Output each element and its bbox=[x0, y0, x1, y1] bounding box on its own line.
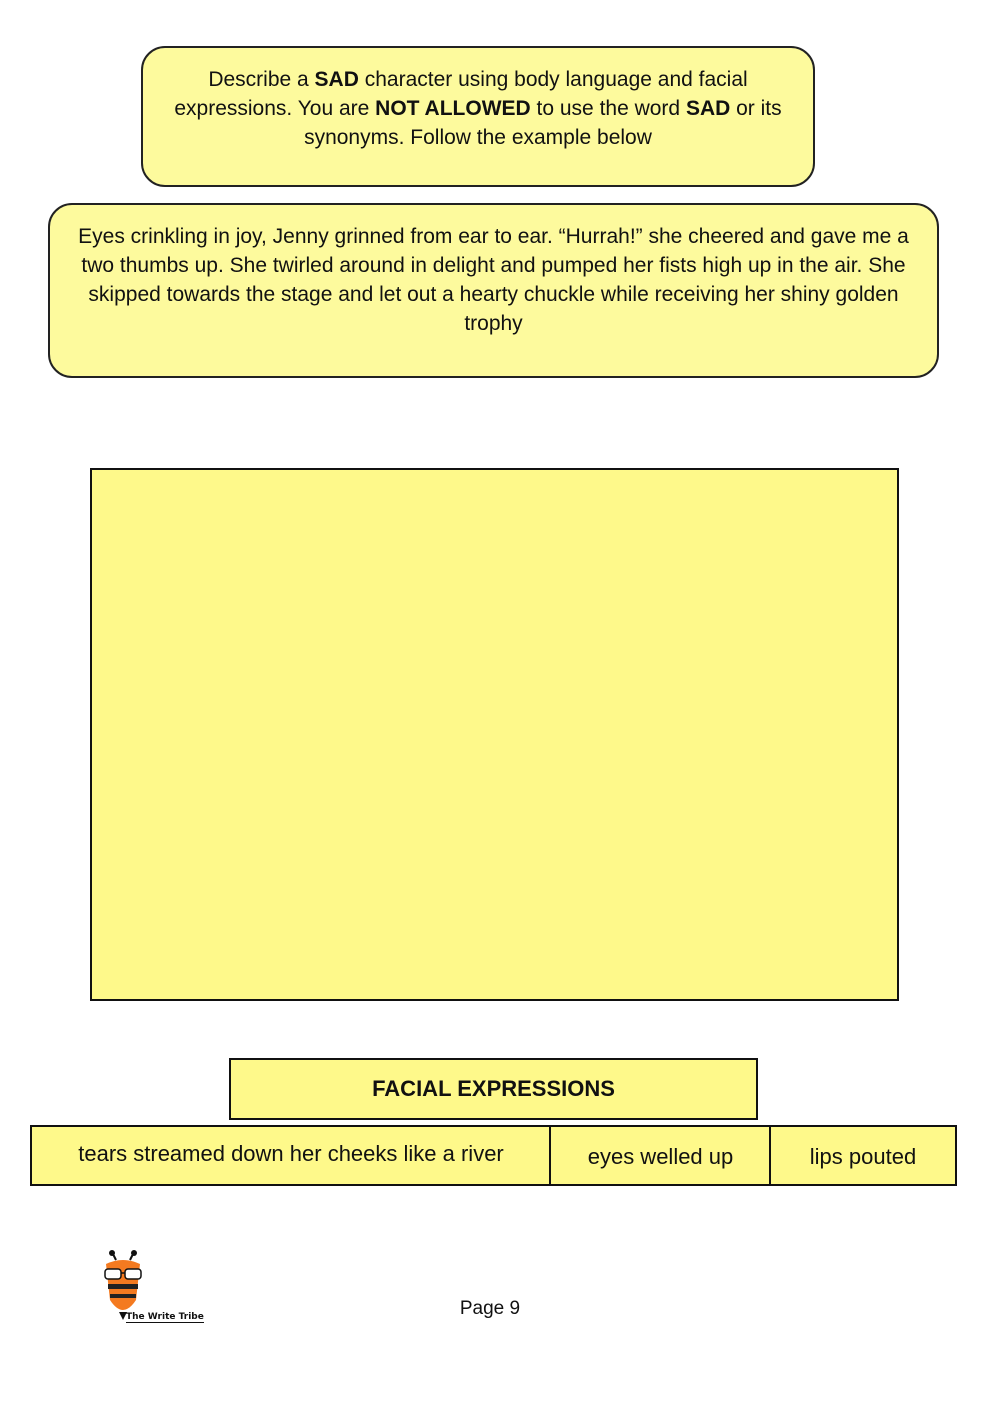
instruction-box bbox=[141, 46, 815, 187]
instruction-emphasis-not-allowed: NOT ALLOWED bbox=[375, 97, 531, 120]
phrase-tile-eyes-welled-up[interactable]: eyes welled up bbox=[549, 1125, 772, 1186]
answer-drop-area[interactable] bbox=[90, 468, 899, 1001]
logo-text: The Write Tribe bbox=[126, 1312, 204, 1322]
phrase-tile-lips-pouted[interactable]: lips pouted bbox=[769, 1125, 957, 1186]
example-box bbox=[48, 203, 939, 378]
page-number: Page 9 bbox=[459, 1298, 521, 1319]
instruction-emphasis-sad: SAD bbox=[314, 68, 359, 91]
phrase-tile-tears-streamed[interactable]: tears streamed down her cheeks like a river bbox=[30, 1125, 552, 1186]
instruction-text: to use the word bbox=[530, 97, 686, 120]
instruction-emphasis-sad: SAD bbox=[685, 97, 731, 120]
instruction-text: Describe a bbox=[208, 68, 315, 91]
example-text: Eyes crinkling in joy, Jenny grinned from ear to ear. “Hurrah!” she cheered and gave me a two thumbs up. She twirled around in delight and pumped her fists high up in the air. She skipped towards the stage and let out a hearty chuckle while receiving her shiny golden trophy bbox=[78, 225, 909, 335]
instruction-text: character using body language and facial expressions. You are bbox=[174, 68, 748, 120]
word-bank-heading: FACIAL EXPRESSIONS bbox=[229, 1058, 758, 1120]
logo bbox=[96, 1250, 208, 1330]
instruction-text: or its synonyms. Follow the example below bbox=[304, 97, 782, 149]
